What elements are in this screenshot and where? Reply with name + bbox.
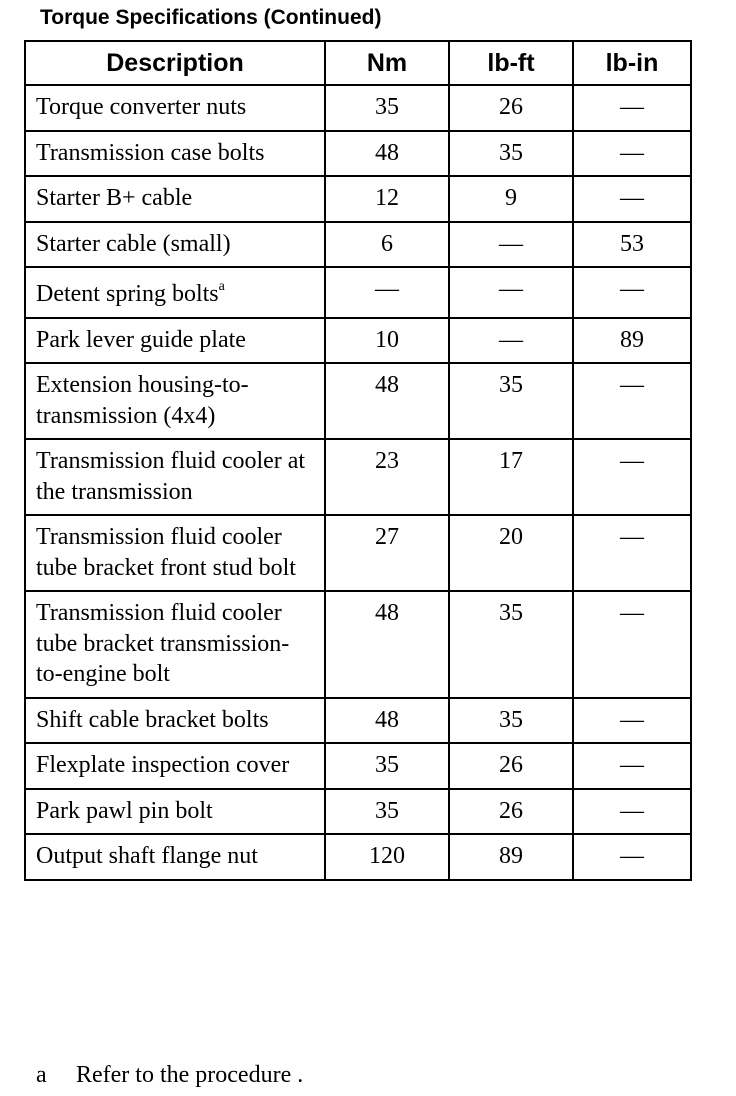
cell-lbin: — — [573, 834, 691, 880]
cell-description — [25, 267, 325, 318]
cell-nm: 120 — [325, 834, 449, 880]
cell-lbin: — — [573, 363, 691, 439]
cell-description: Transmission fluid cooler at the transmission — [25, 439, 325, 515]
table-row — [25, 834, 691, 880]
table-row — [25, 591, 691, 698]
cell-lbin: — — [573, 743, 691, 789]
cell-lbft: 35 — [449, 363, 573, 439]
cell-lbin: — — [573, 131, 691, 177]
torque-spec-table — [24, 40, 692, 881]
cell-nm: 48 — [325, 698, 449, 744]
table-row — [25, 176, 691, 222]
description-text: Detent spring bolts — [36, 281, 219, 307]
cell-lbin: — — [573, 789, 691, 835]
cell-nm: 48 — [325, 591, 449, 698]
cell-lbft: 35 — [449, 698, 573, 744]
footnote-text: Refer to the procedure . — [76, 1062, 304, 1088]
column-header-nm: Nm — [325, 41, 449, 85]
cell-nm: 12 — [325, 176, 449, 222]
table-row — [25, 363, 691, 439]
cell-lbin: — — [573, 591, 691, 698]
cell-lbft: 26 — [449, 85, 573, 131]
cell-description: Transmission case bolts — [25, 131, 325, 177]
table-row — [25, 222, 691, 268]
cell-nm: 6 — [325, 222, 449, 268]
cell-lbin: — — [573, 176, 691, 222]
cell-lbin: — — [573, 515, 691, 591]
footnote — [36, 1062, 303, 1089]
header-row — [25, 41, 691, 85]
cell-nm: 27 — [325, 515, 449, 591]
cell-lbin: — — [573, 267, 691, 318]
cell-description: Starter cable (small) — [25, 222, 325, 268]
page-title: Torque Specifications (Continued) — [40, 6, 382, 29]
cell-nm: 23 — [325, 439, 449, 515]
cell-lbin: 53 — [573, 222, 691, 268]
cell-nm: 35 — [325, 743, 449, 789]
cell-lbft: 35 — [449, 131, 573, 177]
cell-lbft: — — [449, 318, 573, 364]
table-row — [25, 515, 691, 591]
cell-lbft: 26 — [449, 789, 573, 835]
cell-lbin: 89 — [573, 318, 691, 364]
table-row — [25, 439, 691, 515]
footnote-reference: a — [218, 279, 225, 294]
table-row — [25, 267, 691, 318]
cell-nm: 35 — [325, 85, 449, 131]
column-header-lbft: lb-ft — [449, 41, 573, 85]
cell-description: Torque converter nuts — [25, 85, 325, 131]
footnote-mark: a — [36, 1062, 47, 1088]
cell-lbft: — — [449, 222, 573, 268]
cell-nm: 35 — [325, 789, 449, 835]
cell-nm: 48 — [325, 131, 449, 177]
cell-description: Transmission fluid cooler tube bracket transmission-to-engine bolt — [25, 591, 325, 698]
cell-nm: 48 — [325, 363, 449, 439]
cell-lbft: 26 — [449, 743, 573, 789]
cell-description: Flexplate inspection cover — [25, 743, 325, 789]
cell-lbin: — — [573, 439, 691, 515]
cell-lbft: 9 — [449, 176, 573, 222]
cell-lbft: — — [449, 267, 573, 318]
cell-lbin: — — [573, 698, 691, 744]
table-row — [25, 318, 691, 364]
cell-lbft: 89 — [449, 834, 573, 880]
cell-description: Extension housing-to-transmission (4x4) — [25, 363, 325, 439]
cell-description: Park lever guide plate — [25, 318, 325, 364]
table-row — [25, 789, 691, 835]
cell-lbft: 20 — [449, 515, 573, 591]
cell-nm: 10 — [325, 318, 449, 364]
column-header-lbin: lb-in — [573, 41, 691, 85]
cell-lbin: — — [573, 85, 691, 131]
cell-description: Shift cable bracket bolts — [25, 698, 325, 744]
cell-description: Transmission fluid cooler tube bracket front stud bolt — [25, 515, 325, 591]
table-row — [25, 131, 691, 177]
cell-description: Output shaft flange nut — [25, 834, 325, 880]
cell-lbft: 17 — [449, 439, 573, 515]
table-row — [25, 85, 691, 131]
cell-description: Park pawl pin bolt — [25, 789, 325, 835]
table-row — [25, 743, 691, 789]
table-row — [25, 698, 691, 744]
cell-description: Starter B+ cable — [25, 176, 325, 222]
cell-lbft: 35 — [449, 591, 573, 698]
cell-nm: — — [325, 267, 449, 318]
column-header-description: Description — [25, 41, 325, 85]
